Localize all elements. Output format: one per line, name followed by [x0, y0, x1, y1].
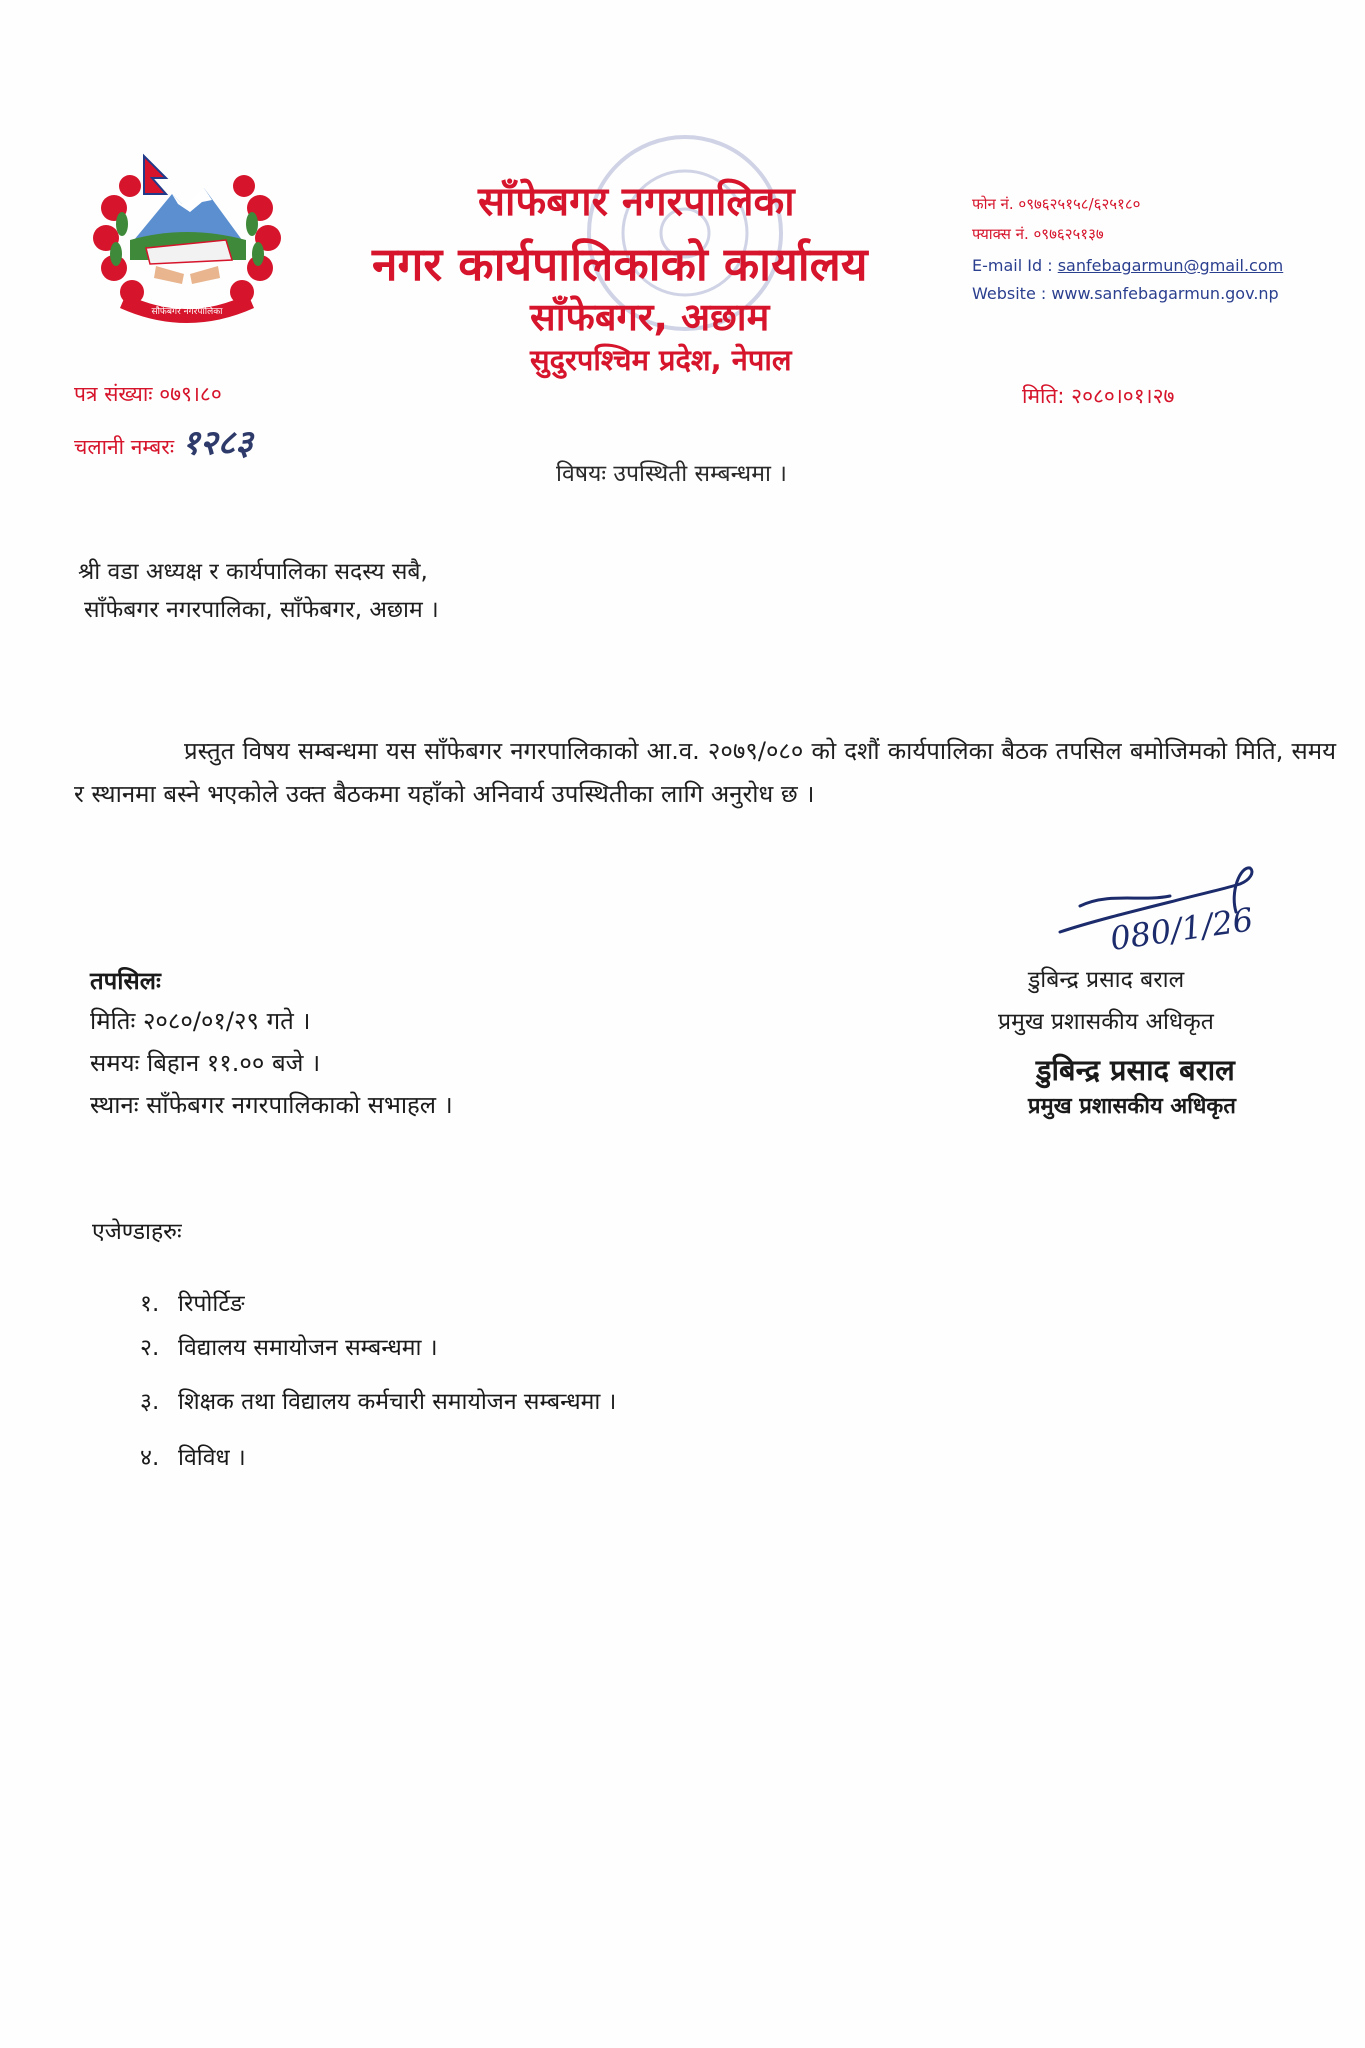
municipality-name: साँफेबगर नगरपालिका	[478, 179, 795, 225]
recipient-line-1: श्री वडा अध्यक्ष र कार्यपालिका सदस्य सबै,	[78, 559, 428, 585]
signer-title: प्रमुख प्रशासकीय अधिकृत	[998, 1009, 1214, 1035]
agenda-item-text: विद्यालय समायोजन सम्बन्धमा ।	[178, 1335, 438, 1361]
agenda-item-number: २.	[140, 1335, 160, 1361]
phone-number: फोन नं. ०९७६२५१५८/६२५१८०	[972, 195, 1141, 213]
emblem-ribbon-text: सौफेबगर नगरपालिका	[151, 307, 223, 317]
agenda-item-number: १.	[140, 1291, 160, 1317]
agenda-item-number: ३.	[140, 1389, 160, 1415]
details-heading: तपसिलः	[90, 967, 161, 995]
agenda-item	[140, 1440, 246, 1472]
fax-number: फ्याक्स नं. ०९७६२५१३७	[972, 225, 1104, 243]
agenda-item	[140, 1384, 616, 1416]
nepal-emblem-icon	[86, 148, 288, 324]
meeting-date: मितिः २०८०/०१/२९ गते ।	[90, 1007, 311, 1035]
body-paragraph: प्रस्तुत विषय सम्बन्धमा यस साँफेबगर नगरपालिकाको आ.व. २०७९/०८० को दशौं कार्यपालिका बैठक तपसिल बमोजिमको मिति, समय र स्थानमा बस्ने भएकोले उक्त बैठकमा यहाँको अनिवार्य उपस्थितीका लागि अनुरोध छ ।	[74, 737, 1336, 808]
dispatch-line	[74, 418, 253, 464]
subject-line: विषयः उपस्थिती सम्बन्धमा ।	[556, 461, 787, 487]
office-location: साँफेबगर, अछाम	[530, 295, 770, 339]
stamp-signer-title: प्रमुख प्रशासकीय अधिकृत	[1028, 1094, 1236, 1119]
agenda-heading: एजेण्डाहरुः	[92, 1219, 182, 1245]
stamp-signer-name: डुबिन्द्र प्रसाद बराल	[1036, 1053, 1235, 1087]
email-label: E-mail Id :	[972, 256, 1058, 275]
agenda-item	[140, 1286, 245, 1318]
agenda-item	[140, 1330, 438, 1362]
meeting-place: स्थानः साँफेबगर नगरपालिकाको सभाहल ।	[90, 1091, 453, 1119]
agenda-item-text: रिपोर्टिङ	[178, 1291, 245, 1317]
letter-date: मिति: २०८०।०१।२७	[1022, 384, 1175, 408]
email-line	[972, 256, 1283, 275]
province-name: सुदुरपश्चिम प्रदेश, नेपाल	[530, 343, 792, 377]
agenda-item-text: विविध ।	[178, 1445, 246, 1471]
agenda-item-number: ४.	[140, 1445, 160, 1471]
letter-number: पत्र संख्याः ०७९।८०	[74, 382, 222, 406]
dispatch-number: १२८३	[182, 423, 253, 463]
meeting-time: समयः बिहान ११.०० बजे ।	[90, 1049, 321, 1077]
dispatch-label: चलानी नम्बरः	[74, 435, 175, 459]
signer-name: डुबिन्द्र प्रसाद बराल	[1028, 967, 1185, 993]
recipient-line-2: साँफेबगर नगरपालिका, साँफेबगर, अछाम ।	[84, 597, 439, 623]
handwritten-signature	[1050, 862, 1310, 962]
agenda-item-text: शिक्षक तथा विद्यालय कर्मचारी समायोजन सम्बन्धमा ।	[178, 1389, 617, 1415]
handwritten-date: 080/1/26	[1107, 900, 1256, 958]
office-name: नगर कार्यपालिकाको कार्यालय	[372, 237, 868, 291]
website-line[interactable]: Website : www.sanfebagarmun.gov.np	[972, 284, 1279, 303]
email-link[interactable]: sanfebagarmun@gmail.com	[1057, 256, 1284, 275]
